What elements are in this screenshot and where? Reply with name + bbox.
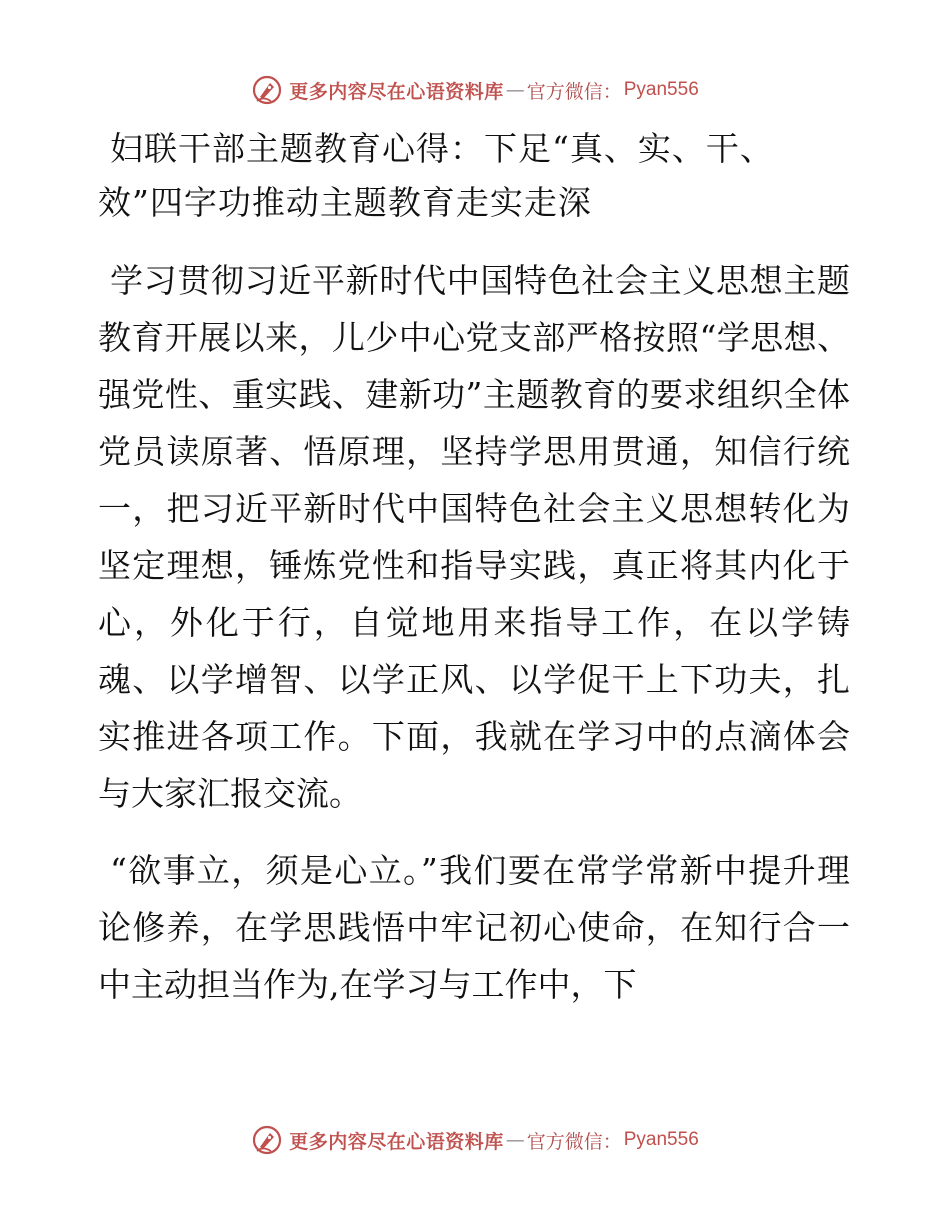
header-banner xyxy=(0,70,950,110)
banner-separator: — xyxy=(505,79,525,101)
pen-nib-logo-icon xyxy=(251,74,283,106)
footer-wechat-id: Pyan556 xyxy=(623,1129,699,1150)
paragraph-2: “欲事立，须是心立。”我们要在常学常新中提升理论修养，在学思践悟中牢记初心使命，在知行合一中主动担当作为,在学习与工作中，下 xyxy=(98,851,850,1004)
paragraph-1: 学习贯彻习近平新时代中国特色社会主义思想主题教育开展以来，儿少中心党支部严格按照“学思想、强党性、重实践、建新功”主题教育的要求组织全体党员读原著、悟原理，坚持学思用贯通，知信行统一，把习近平新时代中国特色社会主义思想转化为坚定理想，锤炼党性和指导实践，真正将其内化于心，外化于行，自觉地用来指导工作，在以学铸魂、以学增智、以学正风、以学促干上下功夫，扎实推进各项工作。下面，我就在学习中的点滴体会与大家汇报交流。 xyxy=(98,261,850,813)
banner-wechat-id: Pyan556 xyxy=(623,79,699,100)
footer-banner xyxy=(0,1120,950,1160)
footer-site-name[interactable]: 更多内容尽在心语资料库 xyxy=(289,1130,504,1153)
footer-separator: — xyxy=(505,1129,525,1151)
pen-nib-logo-icon xyxy=(251,1124,283,1156)
footer-wechat-label: 官方微信： xyxy=(526,1130,622,1153)
document-title: 妇联干部主题教育心得：下足“真、实、干、效”四字功推动主题教育走实走深 xyxy=(98,129,774,222)
banner-site-name[interactable]: 更多内容尽在心语资料库 xyxy=(289,80,504,103)
document-body xyxy=(98,122,850,1033)
banner-wechat-label: 官方微信： xyxy=(526,80,622,103)
